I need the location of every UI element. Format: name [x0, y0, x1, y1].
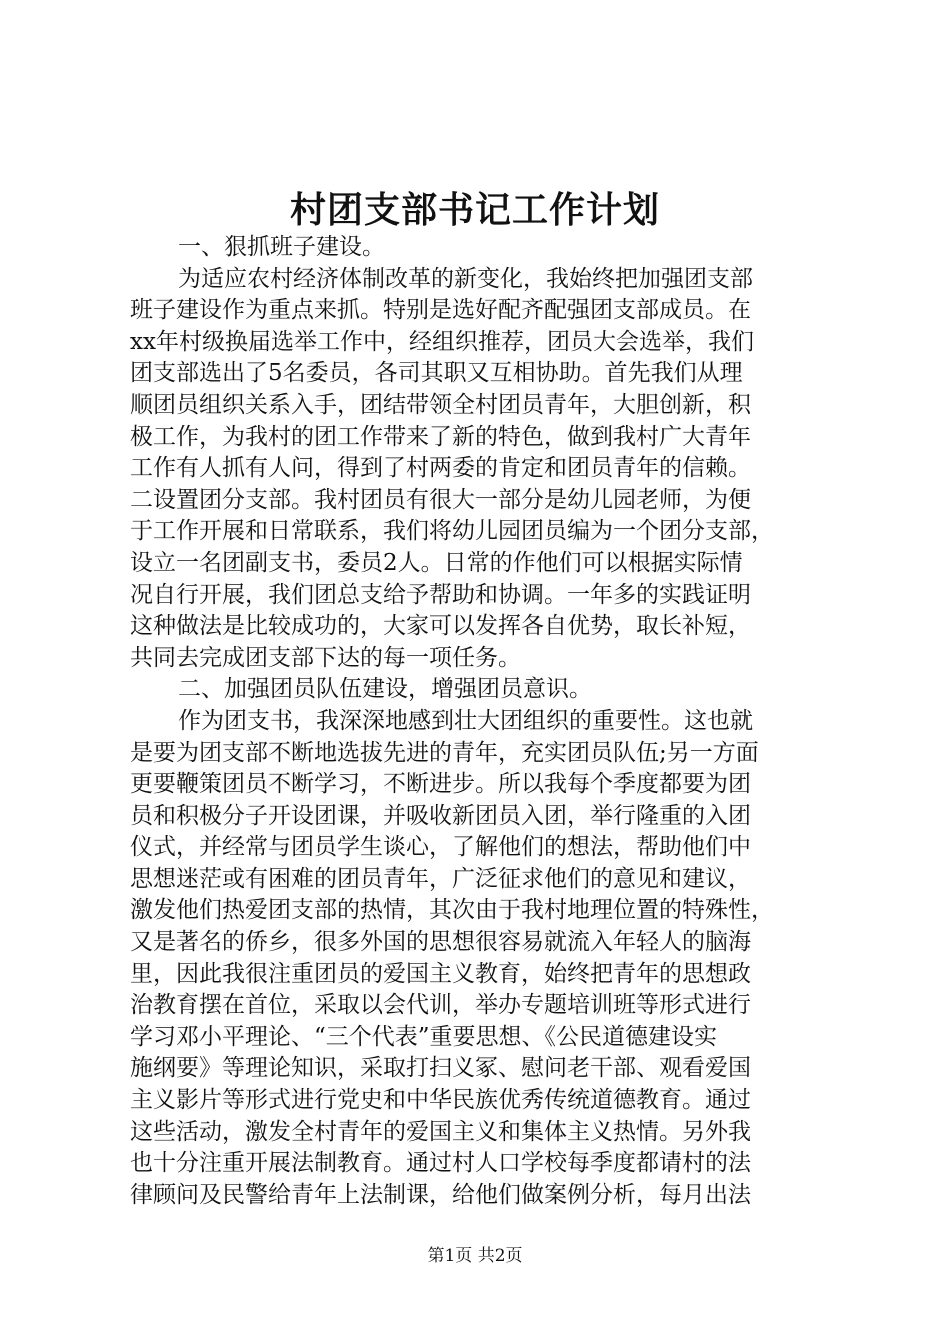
text-line: 激发他们热爱团支部的热情，其次由于我村地理位置的特殊性， [130, 897, 774, 924]
text-line: 团支部选出了5名委员，各司其职又互相协助。首先我们从理 [130, 360, 743, 387]
document-body [130, 232, 830, 1211]
text-line: 仪式，并经常与团员学生谈心，了解他们的想法，帮助他们中 [130, 834, 751, 861]
text-line: 员和积极分子开设团课，并吸收新团员入团，举行隆重的入团 [130, 802, 751, 829]
text-line: 学习邓小平理论、“三个代表”重要思想、《公民道德建设实 [130, 1023, 718, 1050]
text-line: 这些活动，激发全村青年的爱国主义和集体主义热情。另外我 [130, 1118, 751, 1145]
text-line: 治教育摆在首位，采取以会代训，举办专题培训班等形式进行 [130, 992, 751, 1019]
text-line: 主义影片等形式进行党史和中华民族优秀传统道德教育。通过 [130, 1087, 751, 1114]
text-line: 施纲要》等理论知识，采取打扫义冢、慰问老干部、观看爱国 [130, 1055, 751, 1082]
text-line: 又是著名的侨乡，很多外国的思想很容易就流入年轻人的脑海 [130, 929, 751, 956]
document-title: 村团支部书记工作计划 [289, 189, 660, 231]
text-line: 极工作，为我村的团工作带来了新的特色，做到我村广大青年 [130, 423, 751, 450]
page-footer: 第1页 共2页 [427, 1246, 523, 1266]
text-line: 这种做法是比较成功的，大家可以发挥各自优势，取长补短， [130, 613, 751, 640]
text-line: 工作有人抓有人问，得到了村两委的肯定和团员青年的信赖。 [130, 455, 751, 482]
text-line: 二、加强团员队伍建设，增强团员意识。 [178, 676, 592, 703]
text-line: 共同去完成团支部下达的每一项任务。 [130, 644, 521, 671]
text-line: 一、狠抓班子建设。 [178, 234, 385, 260]
text-line: 更要鞭策团员不断学习，不断进步。所以我每个季度都要为团 [130, 771, 751, 798]
text-line: 二设置团分支部。我村团员有很大一部分是幼儿园老师，为便 [130, 486, 751, 513]
text-line: 律顾问及民警给青年上法制课，给他们做案例分析，每月出法 [130, 1181, 751, 1208]
text-line: 也十分注重开展法制教育。通过村人口学校每季度都请村的法 [130, 1150, 751, 1177]
text-line: xx年村级换届选举工作中，经组织推荐，团员大会选举，我们 [130, 328, 754, 355]
text-line: 于工作开展和日常联系，我们将幼儿园团员编为一个团分支部， [130, 518, 774, 545]
text-line: 作为团支书，我深深地感到壮大团组织的重要性。这也就 [178, 707, 753, 734]
text-line: 里，因此我很注重团员的爱国主义教育，始终把青年的思想政 [130, 960, 751, 987]
text-line: 思想迷茫或有困难的团员青年，广泛征求他们的意见和建议， [130, 865, 751, 892]
text-line: 况自行开展，我们团总支给予帮助和协调。一年多的实践证明 [130, 581, 751, 608]
text-line: 班子建设作为重点来抓。特别是选好配齐配强团支部成员。在 [130, 297, 751, 324]
text-line: 设立一名团副支书，委员2人。日常的作他们可以根据实际情 [130, 549, 743, 576]
text-line: 是要为团支部不断地选拔先进的青年，充实团员队伍;另一方面 [130, 739, 759, 766]
text-line: 为适应农村经济体制改革的新变化，我始终把加强团支部 [178, 265, 753, 292]
text-line: 顺团员组织关系入手，团结带领全村团员青年，大胆创新，积 [130, 391, 751, 418]
